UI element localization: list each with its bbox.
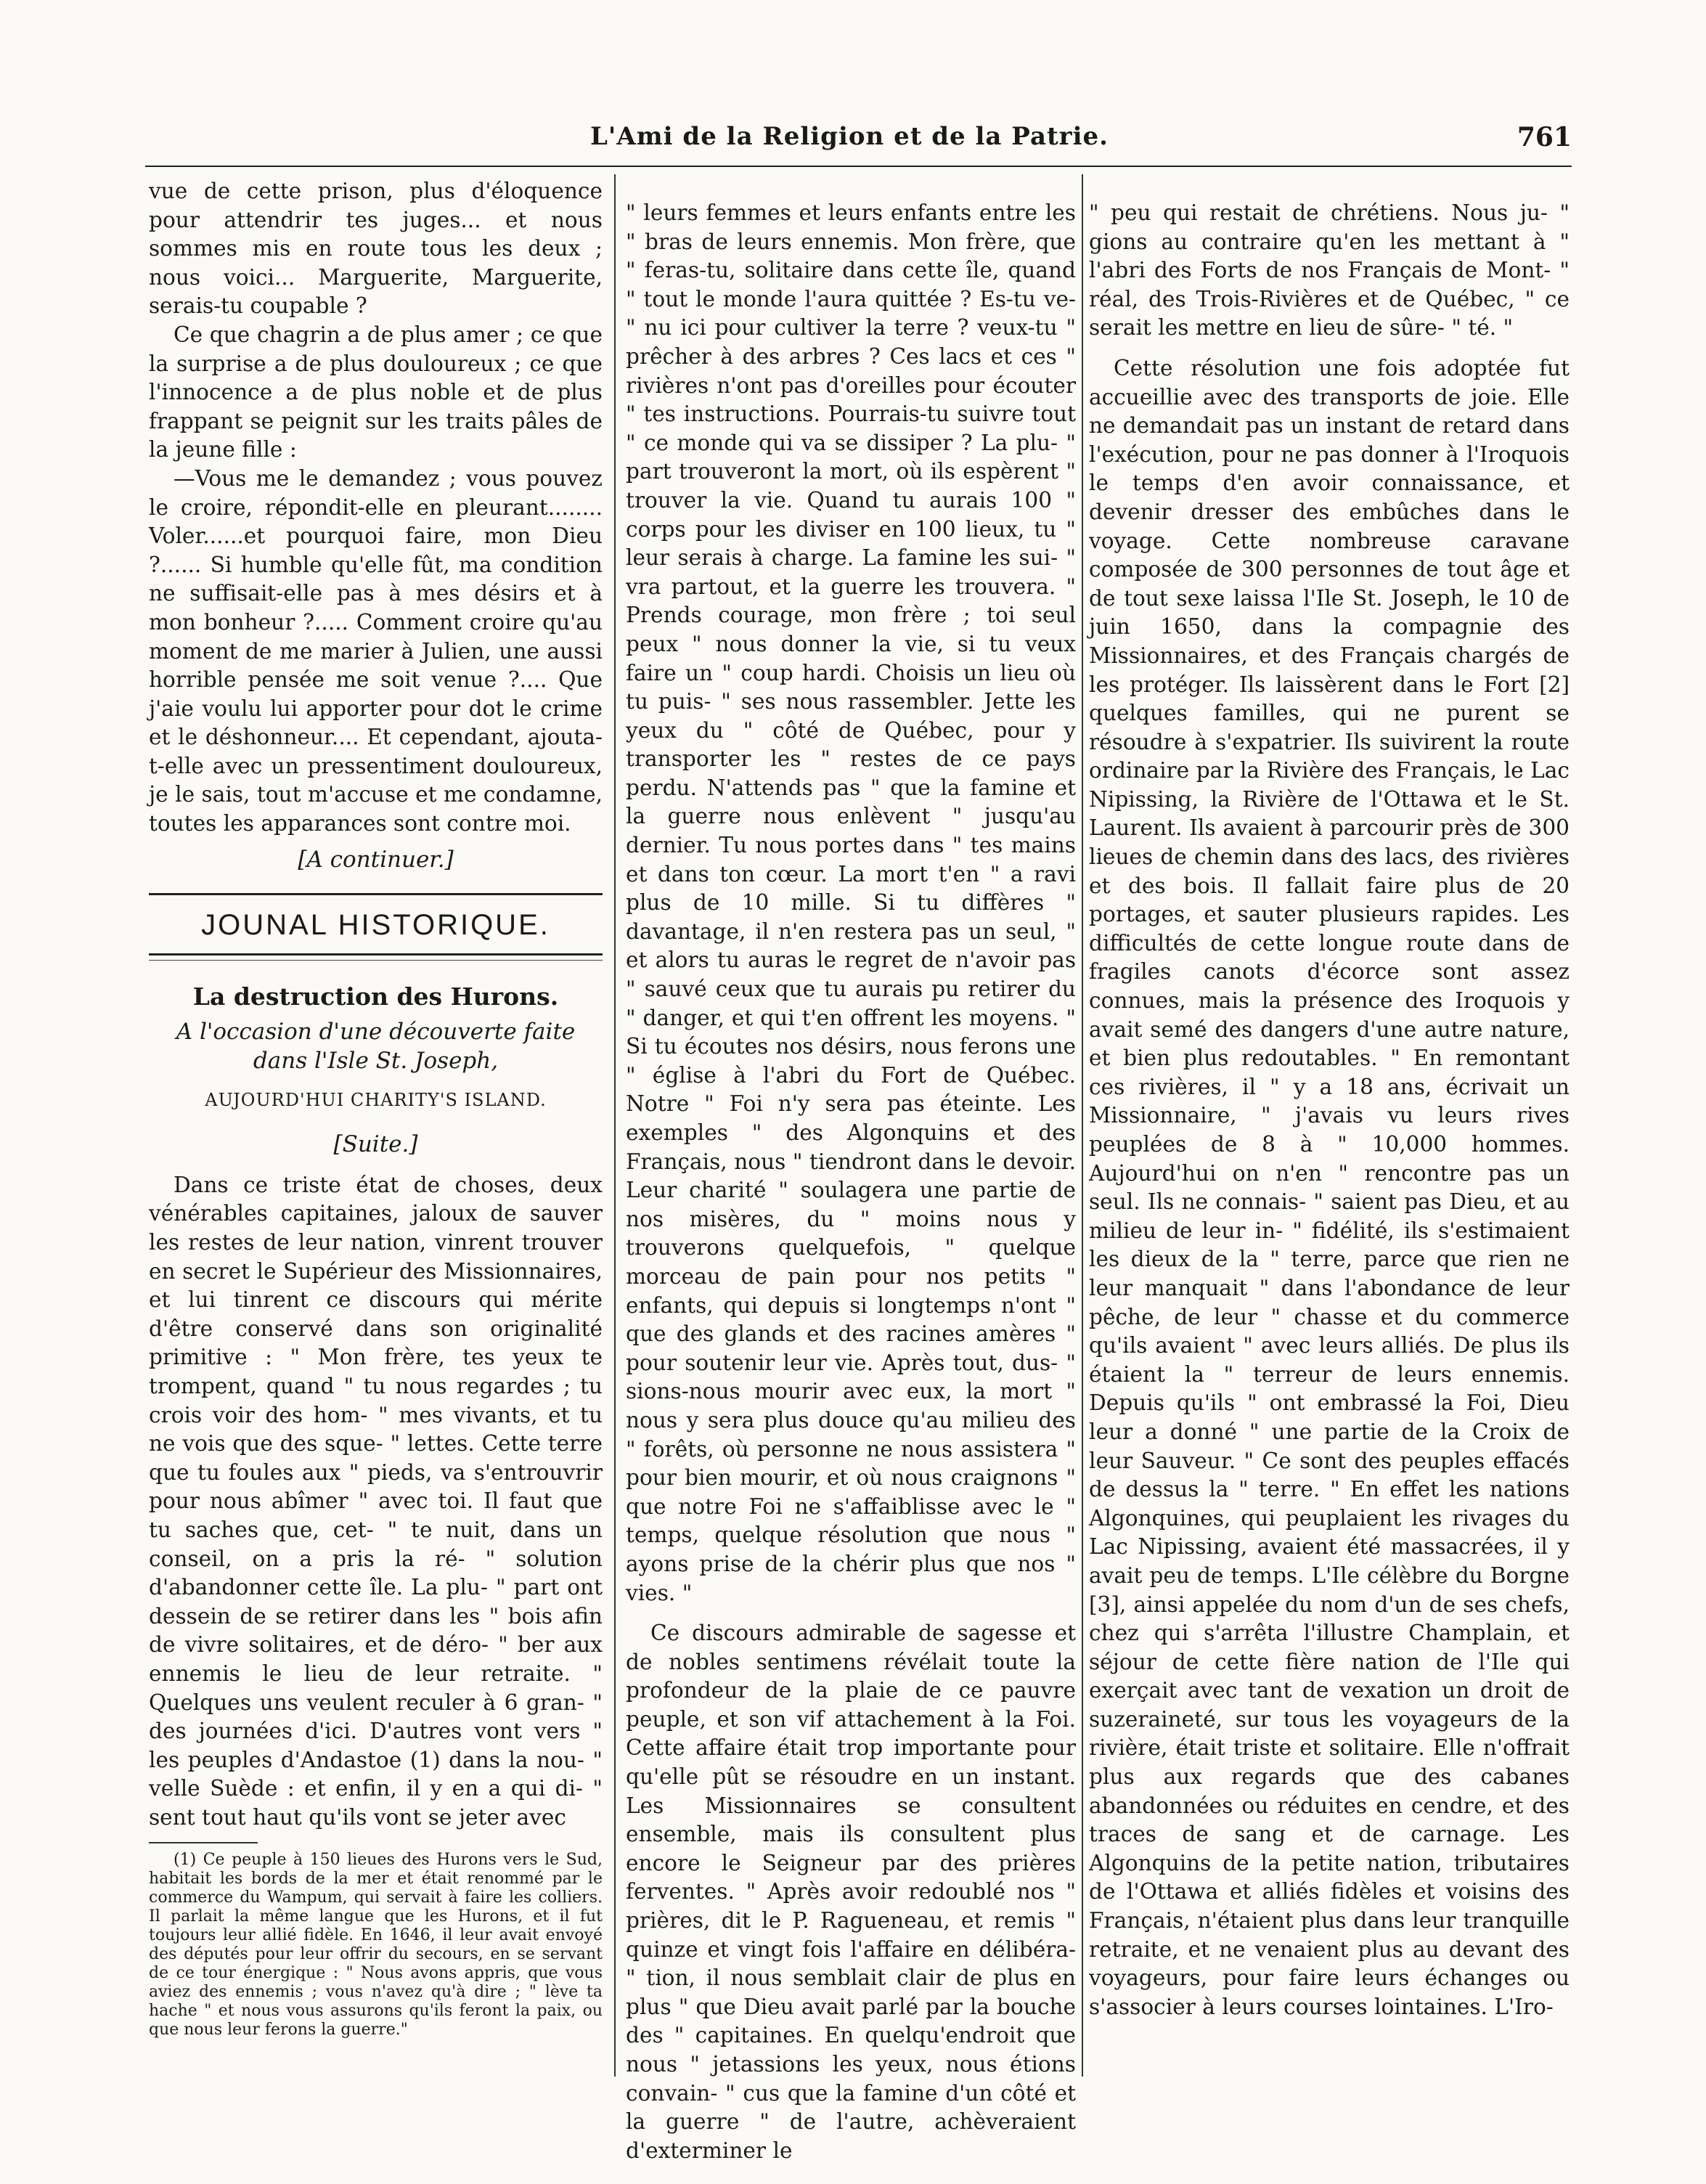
footnote-rule bbox=[149, 1842, 258, 1843]
paragraph: Dans ce triste état de choses, deux vénérables capitaines, jaloux de sauver les restes de leur nation, vinrent trouver en secret le Supérieur des Missionnaires, et lui tinrent ce discours qui mérite d'être conservé dans son originalité primitive : " Mon frère, tes yeux te trompent, quand " tu nous regardes ; tu crois voir des hom- " mes vivants, et tu ne vois que des sque- " lettes. Cette terre que tu foules aux " pieds, va s'entrouvrir pour nous abîmer " avec toi. Il faut que tu saches que, cet- " te nuit, dans un conseil, on a pris la ré- " solution d'abandonner cette île. La plu- " part ont dessein de se retirer dans les " bois afin de vivre solitaires, et de déro- " ber aux ennemis le lieu de leur retraite. " Quelques uns veulent reculer à 6 gran- " des journées d'ici. D'autres vont vers " les peuples d'Andastoe (1) dans la nou- " velle Suède : et enfin, il y en a qui di- " sent tout haut qu'ils vont se jeter avec bbox=[149, 1172, 603, 1830]
paragraph: Cette résolution une fois adoptée fut accueillie avec des transports de joie. Elle ne demandait pas un instant de retard dans l'exécution, pour ne pas donner à l'Iroquois le temps d'en avoir connaissance, et devenir dresser des embûches dans le voyage. Cette nombreuse caravane composée de 300 personnes de tout âge et de tout sexe laissa l'Ile St. Joseph, le 10 de juin 1650, dans la compagnie des Missionnaires, et des Français chargés de les protéger. Ils laissèrent dans le Fort [2] quelques familles, qui ne purent se résoudre à s'expatrier. Ils suivirent la route ordinaire par la Rivière des Français, le Lac Nipissing, la Rivière de l'Ottawa et le St. Laurent. Ils avaient à parcourir près de 300 lieues de chemin dans des lacs, des rivières et des bois. Il fallait faire plus de 20 portages, et sauter plusieurs rapides. Les difficultés de cette longue route dans de fragiles canots d'écorce sont assez connues, mais la présence des Iroquois y avait semé des dangers d'une autre nature, et bien plus redoutables. " En remontant ces rivières, il " y a 18 ans, écrivait un Missionnaire, " j'avais vu leurs rives peuplées de 8 à " 10,000 hommes. Aujourd'hui on n'en " rencontre pas un seul. Ils ne connais- " saient pas Dieu, et au milieu de leur in- " fidélité, ils s'estimaient les dieux de la " terre, parce que rien ne leur manquait " dans l'abondance de leur pêche, de leur " chasse et du commerce qu'ils avaient " avec leurs alliés. De plus ils étaient la " terreur de leurs ennemis. Depuis qu'ils " ont embrassé la Foi, Dieu leur a donné " une partie de la Croix de leur Sauveur. " Ce sont des peuples effacés de dessus la " terre. " En effet les nations Algonquines, qui peuplaient les rivages du Lac Nipissing, avaient été massacrées, il y avait peu de temps. L'Ile célèbre du Borgne [3], ainsi appelée du nom d'un de ses chefs, chez qui s'arrêta l'illustre Champlain, et séjour de cette fière nation de l'Ile qui exerçait avec tant de vexation un droit de suzeraineté, sur tous les voyageurs de la rivière, était triste et solitaire. Elle n'offrait plus aux regards que des cabanes abandonnées ou réduites en cendre, et des traces de sang et de carnage. Les Algonquins de la petite nation, tributaires de l'Ottawa et alliés fidèles et voisins des Français, n'étaient plus dans leur tranquille retraite, et ne venaient plus au devant des voyageurs, pour faire leurs échanges ou s'associer à leurs courses lointaines. L'Iro- bbox=[1089, 355, 1570, 2019]
paragraph: Ce discours admirable de sagesse et de nobles sentimens révélait toute la profondeur de la plaie de ce pauvre peuple, et son vif attachement à la Foi. Cette affaire était trop importante pour qu'elle pût se résoudre en un instant. Les Missionnaires se consultent ensemble, mais ils consultent plus encore le Seigneur par des prières ferventes. " Après avoir redoublé nos " prières, dit le P. Ragueneau, et remis " quinze et vingt fois l'affaire en délibéra- " tion, il nous semblait clair de plus en plus " que Dieu avait parlé par la bouche des " capitaines. En quelqu'endroit que nous " jetassions les yeux, nous étions convain- " cus que la famine d'un côté et la guerre " de l'autre, achèveraient d'exterminer le bbox=[626, 1621, 1076, 2163]
footnote: (1) Ce peuple à 150 lieues des Hurons vers le Sud, habitait les bords de la mer et était renommé par le commerce du Wampum, qui servait à faire les colliers. Il parlait la même langue que les Hurons, et il fut toujours leur allié fidèle. En 1646, il leur avait envoyé des députés pour leur offrir du secours, en se servant de ce tour énergique : " Nous avons appris, que vous aviez des ennemis ; vous n'avez qu'à dire ; " lève ta hache " et nous vous assurons qu'ils feront la paix, ou que nous leur ferons la guerre." bbox=[149, 1851, 603, 2040]
paragraph: —Vous me le demandez ; vous pouvez le croire, répondit-elle en pleurant........ Voler......et pourquoi faire, mon Dieu ?...... Si humble qu'elle fût, ma condition ne suffisait-elle pas à mes désirs et à mon bonheur ?..... Comment croire qu'au moment de me marier à Julien, une aussi horrible pensée me soit venue ?.... Que j'aie voulu lui apporter pour dot le crime et le déshonneur.... Et cependant, ajouta-t-elle avec un pressentiment douloureux, je le sais, tout m'accuse et me condamne, toutes les apparances sont contre moi. bbox=[149, 465, 603, 836]
section-rule-thin bbox=[149, 960, 603, 961]
column-1 bbox=[149, 177, 603, 2040]
section-title: JOUNAL HISTORIQUE. bbox=[201, 909, 550, 942]
page-number: 761 bbox=[1517, 122, 1572, 152]
article-title: La destruction des Hurons. bbox=[192, 982, 559, 1011]
page-header bbox=[145, 122, 1572, 166]
paragraph: vue de cette prison, plus d'éloquence pour attendrir tes juges... et nous sommes mis en route tous les deux ; nous voici... Marguerite, Marguerite, serais-tu coupable ? bbox=[149, 179, 603, 319]
article-subtitle: A l'occasion d'une découverte faite dans l'Isle St. Joseph, bbox=[176, 1019, 576, 1075]
paragraph: " leurs femmes et leurs enfants entre les " bras de leurs ennemis. Mon frère, que " feras-tu, solitaire dans cette île, quand " tout le monde l'aura quittée ? Es-tu ve- " nu ici pour cultiver la terre ? veux-tu " prêcher à des arbres ? Ces lacs et ces " rivières n'ont pas d'oreilles pour écouter " tes instructions. Pourrais-tu suivre tout " ce monde qui va se dissiper ? La plu- " part trouveront la mort, où ils espèrent " trouver la vie. Quand tu aurais 100 " corps pour les diviser en 100 lieux, tu " leur serais à charge. La famine les sui- " vra partout, et la guerre les trouvera. " Prends courage, mon frère ; toi seul peux " nous donner la vie, si tu veux faire un " coup hardi. Choisis un lieu où tu puis- " ses nous rassembler. Jette les yeux du " côté de Québec, pour y transporter les " restes de ce pays perdu. N'attends pas " que la famine et la guerre nous enlèvent " jusqu'au dernier. Tu nous portes dans " tes mains et dans ton cœur. La mort t'en " a ravi plus de 10 mille. Si tu diffères " davantage, il n'en restera pas un seul, " et alors tu auras le regret de n'avoir pas " sauvé ceux que tu aurais pu retirer du " danger, et qui t'en offrent les moyens. " Si tu écoutes nos désirs, nous ferons une " église à l'abri du Fort de Québec. Notre " Foi n'y sera pas éteinte. Les exemples " des Algonquins et des Français, nous " tiendront dans le devoir. Leur charité " soulagera une partie de nos misères, du " moins nous y trouverons quelquefois, " quelque morceau de pain pour nos petits " enfants, qui depuis si longtemps n'ont " que des glands et des racines amères " pour soutenir leur vie. Après tout, dus- " sions-nous mourir avec eux, la mort " nous y sera plus douce qu'au milieu des " forêts, où personne ne nous assistera " pour bien mourir, et où nous craignons " que notre Foi ne s'affaiblisse avec le " temps, quelque résolution que nous " ayons prise de la chérir plus que nos " vies. " bbox=[626, 200, 1076, 1605]
column-3 bbox=[1089, 199, 1570, 2021]
header-rule bbox=[145, 166, 1572, 167]
column-divider-2 bbox=[1082, 174, 1083, 2077]
section-rule bbox=[149, 893, 603, 895]
continuation-note: [A continuer.] bbox=[298, 846, 454, 873]
article-subtitle-caps: AUJOURD'HUI CHARITY'S ISLAND. bbox=[205, 1089, 547, 1110]
column-2 bbox=[626, 199, 1076, 2165]
column-divider-1 bbox=[614, 174, 616, 2077]
suite-note: [Suite.] bbox=[333, 1131, 418, 1158]
paragraph: " peu qui restait de chrétiens. Nous ju- " gions au contraire qu'en les mettant à " l'abri des Forts de nos Français de Mont- " réal, des Trois-Rivières et de Québec, " ce serait les mettre en lieu de sûre- " té. " bbox=[1089, 200, 1570, 341]
paragraph: Ce que chagrin a de plus amer ; ce que la surprise a de plus douloureux ; ce que l'innocence a de plus noble et de plus frappant se peignit sur les traits pâles de la jeune fille : bbox=[149, 322, 603, 463]
running-title: L'Ami de la Religion et de la Patrie. bbox=[590, 122, 1109, 151]
section-rule bbox=[149, 953, 603, 956]
